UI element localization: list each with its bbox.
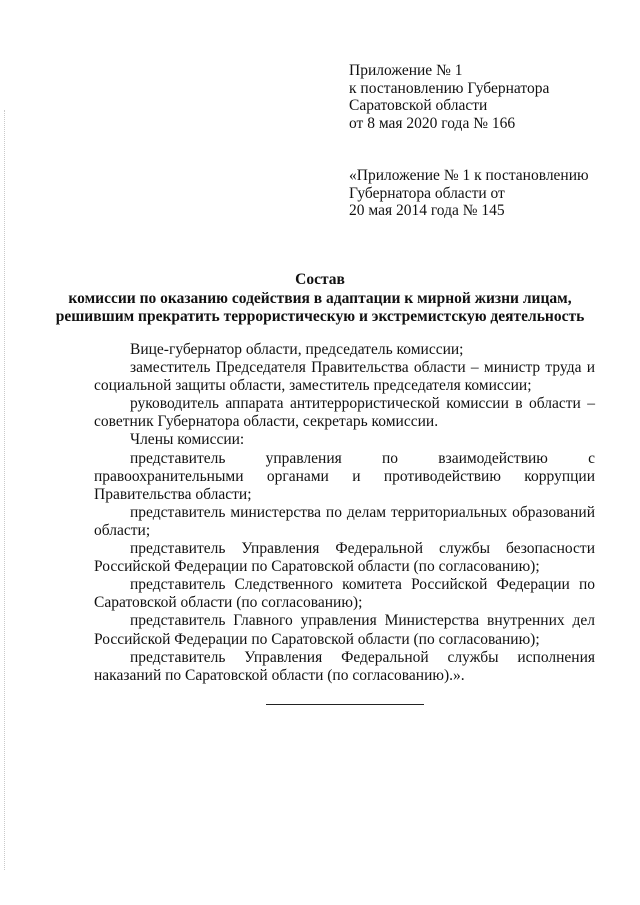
member-paragraph: представитель министерства по делам территориальных образований области; bbox=[94, 503, 595, 539]
document-subtitle bbox=[0, 290, 640, 325]
subtitle-line: комиссии по оказанию содействия в адаптации к мирной жизни лицам, bbox=[68, 290, 572, 307]
members-heading: Члены комиссии: bbox=[130, 431, 245, 449]
scan-edge-marks bbox=[4, 110, 7, 870]
reference-line: «Приложение № 1 к постановлению bbox=[349, 167, 589, 184]
appendix-header bbox=[349, 62, 549, 132]
member-paragraph: представитель Следственного комитета Российской Федерации по Саратовской области (по согласованию); bbox=[94, 576, 595, 612]
chair-paragraph: Вице-губернатор области, председатель комиссии; bbox=[130, 341, 464, 358]
document-title: Состав bbox=[295, 271, 345, 288]
commission-composition bbox=[94, 341, 595, 685]
subtitle-line: решившим прекратить террористическую и экстремистскую деятельность bbox=[55, 307, 585, 325]
appendix-line: Приложение № 1 bbox=[349, 62, 463, 79]
secretary-paragraph: руководитель аппарата антитеррористической комиссии в области – советник Губернатора области, секретарь комиссии. bbox=[94, 395, 595, 431]
appendix-line: Саратовской области bbox=[349, 97, 488, 115]
member-paragraph: представитель Главного управления Министерства внутренних дел Российской Федерации по Саратовской области (по согласованию); bbox=[94, 612, 595, 648]
member-paragraph: представитель Управления Федеральной службы безопасности Российской Федерации по Саратовской области (по согласованию); bbox=[94, 540, 595, 576]
previous-appendix-reference bbox=[349, 167, 589, 220]
reference-line: 20 мая 2014 года № 145 bbox=[349, 202, 505, 220]
member-paragraph: представитель управления по взаимодействию с правоохранительными органами и противодействию коррупции Правительства области; bbox=[94, 449, 595, 503]
deputy-chair-paragraph: заместитель Председателя Правительства области – министр труда и социальной защиты области, заместитель председателя комиссии; bbox=[94, 359, 595, 395]
reference-line: Губернатора области от bbox=[349, 184, 505, 202]
appendix-line: к постановлению Губернатора bbox=[349, 79, 550, 97]
closing-rule bbox=[266, 704, 424, 705]
appendix-line: от 8 мая 2020 года № 166 bbox=[349, 114, 516, 132]
member-paragraph: представитель Управления Федеральной службы исполнения наказаний по Саратовской области (по согласованию).». bbox=[94, 648, 595, 684]
